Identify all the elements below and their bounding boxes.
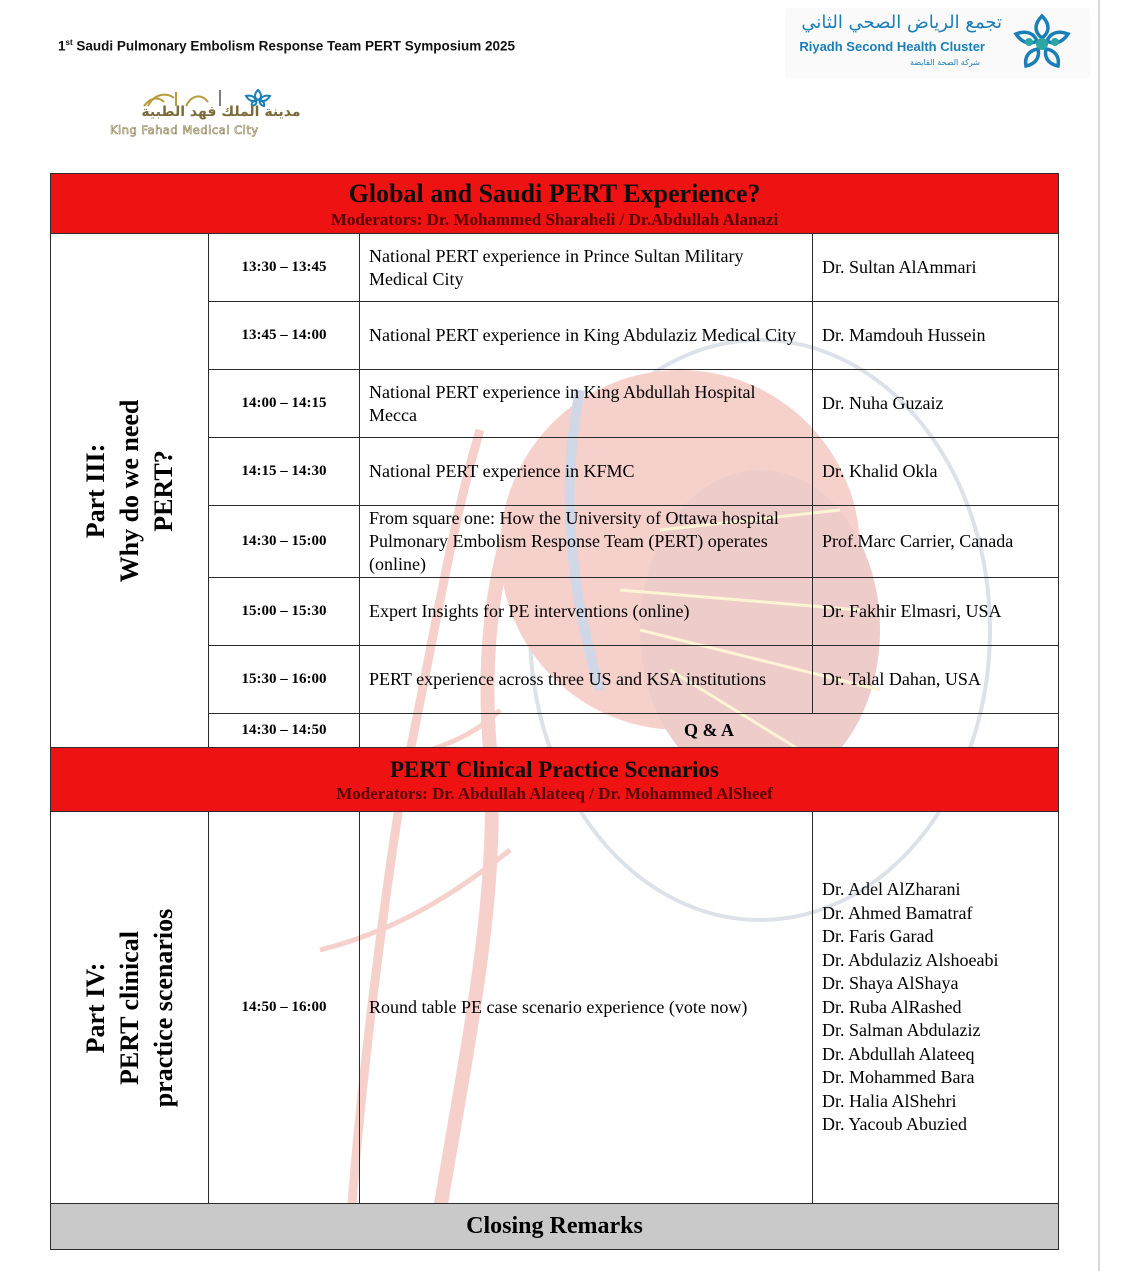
- time-slot: 14:00 – 14:15: [209, 370, 360, 438]
- speaker-name: Dr. Ruba AlRashed: [822, 996, 962, 1017]
- section-header-row: [51, 748, 1059, 812]
- part-label: Part IV: PERT clinical practice scenarios: [80, 908, 178, 1107]
- table-row: [51, 812, 1059, 1204]
- speaker-name: Dr. Adel AlZharani: [822, 879, 961, 900]
- time-slot: 14:50 – 16:00: [209, 812, 360, 1204]
- closing-row: [51, 1204, 1059, 1250]
- speaker-name: Dr. Abdullah Alateeq: [822, 1043, 975, 1064]
- time-slot: 14:30 – 14:50: [209, 714, 360, 748]
- speaker-list-cell: [813, 812, 1059, 1204]
- speaker-name: Dr. Ahmed Bamatraf: [822, 902, 973, 923]
- table-row: [51, 234, 1059, 302]
- time-slot: 14:30 – 15:00: [209, 506, 360, 578]
- part-label: Part III: Why do we need PERT?: [80, 399, 178, 582]
- part-label-cell: [51, 234, 209, 748]
- riyadh-cluster-logo: [785, 8, 1090, 78]
- speaker-name: Dr. Mamdouh Hussein: [813, 302, 1059, 370]
- part-label-cell: [51, 812, 209, 1204]
- cluster-arabic-name: تجمع الرياض الصحي الثاني: [801, 12, 1002, 33]
- speaker-name: Dr. Mohammed Bara: [822, 1067, 975, 1088]
- section-header-row: [51, 174, 1059, 234]
- speaker-name: Prof.Marc Carrier, Canada: [813, 506, 1059, 578]
- session-topic: National PERT experience in Prince Sultan Military Medical City: [360, 234, 813, 302]
- speaker-name: Dr. Halia AlShehri: [822, 1090, 957, 1111]
- section-header: [51, 748, 1059, 812]
- cluster-arabic-subtitle: شركة الصحة القابضة: [910, 58, 980, 67]
- speaker-list: [822, 878, 1049, 1137]
- speaker-name: Dr. Khalid Okla: [813, 438, 1059, 506]
- section-header: [51, 174, 1059, 234]
- section-moderators: Moderators: Dr. Mohammed Sharaheli / Dr.Abdullah Alanazi: [330, 209, 779, 229]
- section-moderators: Moderators: Dr. Abdullah Alateeq / Dr. Mohammed AlSheef: [336, 783, 773, 803]
- time-slot: 13:45 – 14:00: [209, 302, 360, 370]
- section-title: Global and Saudi PERT Experience?: [348, 178, 761, 208]
- speaker-name: Dr. Faris Garad: [822, 926, 934, 947]
- schedule-table: [50, 173, 1059, 1250]
- session-topic: PERT experience across three US and KSA institutions: [360, 646, 813, 714]
- time-slot: 14:15 – 14:30: [209, 438, 360, 506]
- kfmc-logo: [108, 88, 338, 140]
- section-title: PERT Clinical Practice Scenarios: [389, 756, 720, 782]
- speaker-name: Dr. Yacoub Abuzied: [822, 1114, 967, 1135]
- time-slot: 15:30 – 16:00: [209, 646, 360, 714]
- speaker-name: Dr. Fakhir Elmasri, USA: [813, 578, 1059, 646]
- session-topic: National PERT experience in KFMC: [360, 438, 813, 506]
- session-topic: National PERT experience in King Abdullah Hospital Mecca: [360, 370, 813, 438]
- speaker-name: Dr. Talal Dahan, USA: [813, 646, 1059, 714]
- qa-label: Q & A: [360, 714, 1059, 748]
- speaker-name: Dr. Sultan AlAmmari: [813, 234, 1059, 302]
- kfmc-arabic-name: مدينة الملك فهد الطبية: [141, 104, 301, 120]
- session-topic: Round table PE case scenario experience (vote now): [360, 812, 813, 1204]
- session-topic: National PERT experience in King Abdulaziz Medical City: [360, 302, 813, 370]
- cluster-emblem-icon: [1010, 10, 1074, 74]
- symposium-title: 1st Saudi Pulmonary Embolism Response Team PERT Symposium 2025: [58, 38, 516, 54]
- speaker-name: Dr. Nuha Guzaiz: [813, 370, 1059, 438]
- kfmc-english-name: King Fahad Medical City: [110, 123, 259, 137]
- session-topic: From square one: How the University of Ottawa hospital Pulmonary Embolism Response Team (PERT) operates (online): [360, 506, 813, 578]
- time-slot: 13:30 – 13:45: [209, 234, 360, 302]
- speaker-name: Dr. Abdulaziz Alshoeabi: [822, 949, 999, 970]
- closing-remarks: Closing Remarks: [51, 1204, 1059, 1250]
- speaker-name: Dr. Shaya AlShaya: [822, 973, 959, 994]
- cluster-english-name: Riyadh Second Health Cluster: [799, 39, 985, 54]
- session-topic: Expert Insights for PE interventions (online): [360, 578, 813, 646]
- speaker-name: Dr. Salman Abdulaziz: [822, 1020, 981, 1041]
- time-slot: 15:00 – 15:30: [209, 578, 360, 646]
